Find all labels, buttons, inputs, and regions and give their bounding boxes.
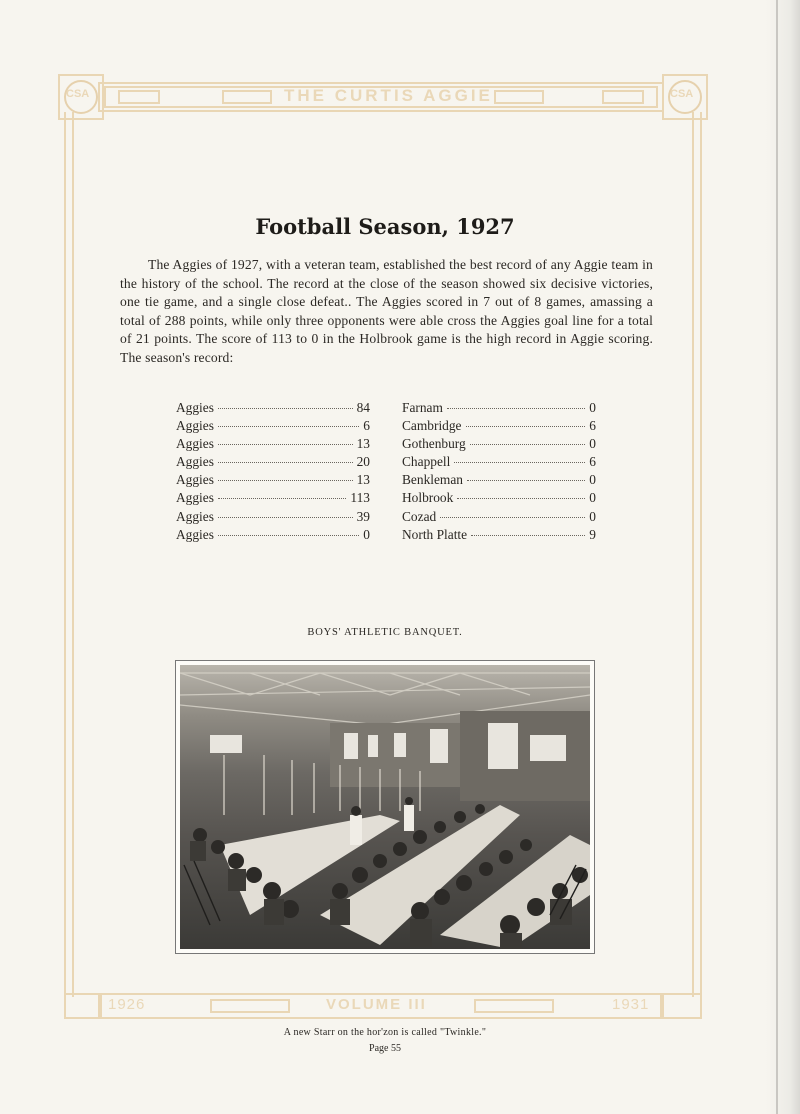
leader-dots [447, 408, 585, 409]
bottom-caption: A new Starr on the hor'zon is called "Twinkle." [283, 1027, 487, 1038]
header-ornament-right-2 [494, 90, 544, 104]
footer-corner-right [660, 993, 702, 1019]
score-row [176, 436, 370, 454]
score-points: 13 [356, 436, 370, 452]
score-points: 20 [356, 454, 370, 470]
article-intro: The Aggies of 1927, with a veteran team, established the best record of any Aggie team in the history of the school. The record at the close of the season showed six decisive victories, one tie game, and a single close defeat.. The Aggies scored in 7 out of 8 games, amassing a total of 288 points, while only three opponents were able cross the Aggies goal line for a total of 21 points. The score of 113 to 0 in the Holbrook game is the high record in Aggie scoring. The season's record: [120, 257, 653, 365]
footer-ornament-right [474, 999, 554, 1013]
score-team: Aggies [176, 490, 214, 506]
header-ornament-left [118, 90, 160, 104]
right-monogram: CSA [670, 88, 694, 100]
header-ornament-left-2 [222, 90, 272, 104]
leader-dots [467, 480, 585, 481]
left-monogram: CSA [66, 88, 90, 100]
leader-dots [471, 535, 585, 536]
score-row [402, 400, 596, 418]
article-title: Football Season, 1927 [255, 214, 515, 239]
score-points: 0 [589, 436, 596, 452]
score-row [176, 400, 370, 418]
score-row [402, 454, 596, 472]
score-row [176, 509, 370, 527]
score-team: Aggies [176, 400, 214, 415]
leader-dots [218, 517, 353, 518]
score-team: Aggies [176, 526, 214, 542]
frame-left-outer [64, 112, 66, 997]
score-team: Chappell [402, 454, 451, 470]
score-team: Holbrook [402, 490, 454, 506]
score-points: 0 [589, 508, 596, 524]
leader-dots [454, 462, 585, 463]
score-points: 0 [363, 526, 370, 542]
leader-dots [218, 408, 353, 409]
frame-left-inner [72, 112, 74, 997]
banquet-photo [175, 660, 595, 954]
score-points: 84 [356, 400, 370, 415]
score-team: Benkleman [402, 472, 463, 488]
frame-right-outer [700, 112, 702, 997]
score-row [176, 527, 370, 545]
banquet-photo-image [180, 665, 590, 949]
opponents-scores-column [402, 400, 596, 545]
page-right-shadow [766, 0, 800, 1114]
score-points: 6 [363, 418, 370, 434]
score-row [402, 436, 596, 454]
score-row [402, 418, 596, 436]
score-team: North Platte [402, 526, 468, 542]
score-team: Gothenburg [402, 436, 466, 452]
score-team: Aggies [176, 454, 214, 470]
leader-dots [218, 498, 346, 499]
score-row [402, 472, 596, 490]
score-team: Cozad [402, 508, 437, 524]
score-team: Aggies [176, 436, 214, 452]
aggies-scores-column [176, 400, 370, 545]
leader-dots [218, 535, 359, 536]
leader-dots [218, 444, 353, 445]
score-points: 0 [589, 400, 596, 415]
banquet-photo-illustration [180, 665, 590, 949]
score-row [402, 527, 596, 545]
score-points: 0 [589, 490, 596, 506]
header-ornament-right [602, 90, 644, 104]
footer-volume: VOLUME III [326, 996, 427, 1013]
score-points: 6 [589, 454, 596, 470]
leader-dots [466, 426, 586, 427]
score-points: 9 [589, 526, 596, 542]
score-row [402, 509, 596, 527]
score-points: 113 [350, 490, 370, 506]
score-team: Aggies [176, 418, 214, 434]
footer-corner-left [64, 993, 102, 1019]
score-points: 39 [356, 508, 370, 524]
score-team: Farnam [402, 400, 443, 415]
score-points: 6 [589, 418, 596, 434]
footer-right-year: 1931 [612, 996, 650, 1013]
score-team: Aggies [176, 508, 214, 524]
page-number: Page 55 [369, 1043, 401, 1054]
score-row [176, 472, 370, 490]
page-right-edge [776, 0, 778, 1114]
score-team: Cambridge [402, 418, 462, 434]
score-row [402, 490, 596, 508]
leader-dots [440, 517, 585, 518]
score-points: 0 [589, 472, 596, 488]
score-row [176, 454, 370, 472]
score-row [176, 490, 370, 508]
leader-dots [218, 480, 353, 481]
leader-dots [470, 444, 586, 445]
leader-dots [218, 462, 353, 463]
leader-dots [218, 426, 359, 427]
frame-right-inner [692, 112, 694, 997]
footer-ornament-left [210, 999, 290, 1013]
photo-caption: BOYS' ATHLETIC BANQUET. [307, 627, 463, 638]
score-row [176, 418, 370, 436]
score-team: Aggies [176, 472, 214, 488]
footer-left-year: 1926 [108, 996, 146, 1013]
score-points: 13 [356, 472, 370, 488]
header-banner-title: THE CURTIS AGGIE [284, 86, 493, 105]
leader-dots [457, 498, 585, 499]
